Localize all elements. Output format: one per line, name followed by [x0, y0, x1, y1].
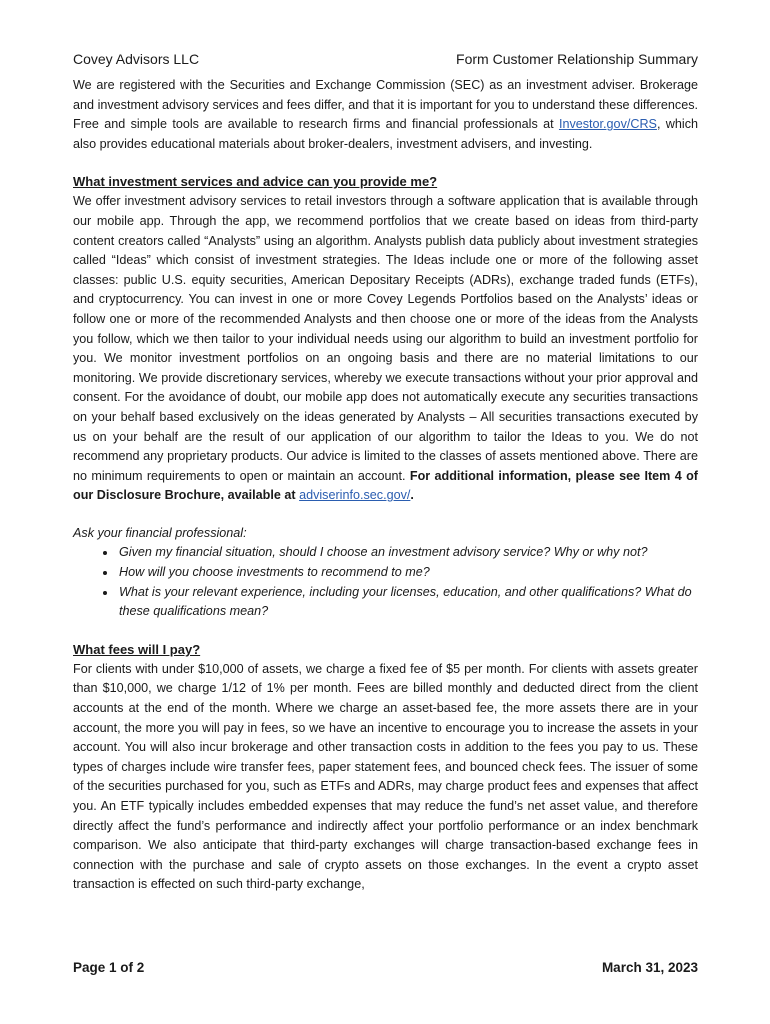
- question-item: • Given my financial situation, should I choose an investment advisory service? Why or why not?: [117, 543, 698, 563]
- services-heading: What investment services and advice can you provide me?: [73, 174, 438, 190]
- question-list: [73, 543, 698, 621]
- services-bold-text: For additional information, please see Item 4 of our Disclosure Brochure, available at: [73, 468, 698, 503]
- form-title: Form Customer Relationship Summary: [456, 51, 698, 67]
- intro-text-1: We are registered with the Securities and Exchange Commission (SEC) as an investment adviser. Brokerage and investment advisory services and fees differ, and that it is important for you to understand these differences. Free and simple tools are available to research firms and financial professionals at: [73, 78, 698, 132]
- adviserinfo-link[interactable]: adviserinfo.sec.gov/: [299, 488, 411, 503]
- ask-label: Ask your financial professional:: [73, 525, 247, 540]
- page-footer: [73, 960, 698, 975]
- document-page: [73, 48, 698, 895]
- intro-paragraph: [73, 76, 698, 154]
- services-bold-end: .: [410, 488, 414, 503]
- services-paragraph: [73, 192, 698, 506]
- intro-text-2: , which also provides educational materials about broker-dealers, investment advisers, and investing.: [73, 117, 698, 151]
- question-item: • What is your relevant experience, including your licenses, education, and other qualifications? What do these qualifications mean?: [117, 583, 698, 622]
- firm-name: Covey Advisors LLC: [73, 51, 200, 67]
- page-number: Page 1 of 2: [73, 960, 145, 975]
- document-date: March 31, 2023: [601, 960, 698, 975]
- fees-heading: What fees will I pay?: [73, 641, 201, 657]
- page-header: [73, 48, 698, 70]
- question-item: • How will you choose investments to recommend to me?: [117, 563, 698, 583]
- services-body: We offer investment advisory services to retail investors through a software application that is available through our mobile app. Through the app, we recommend portfolios that we create based on ideas from third-party content creators called “Analysts” using an algorithm. Analysts publish data publicly about investment strategies called “Ideas” which consist of investment strategies. The Ideas include one or more of the following asset classes: public U.S. equity securities, American Depositary Receipts (ADRs), exchange traded funds (ETFs), and cryptocurrency. You can invest in one or more Covey Legends Portfolios based on the Analysts’ ideas or follow one or more of the recommended Analysts and then choose one or more of the ideas from the Analysts you follow, which we then tailor to your individual needs using our algorithm to build an investment portfolio for you. We monitor investment portfolios on an ongoing basis and there are no material limitations to our monitoring. We provide discretionary services, whereby we execute transactions without your prior approval and consent. For the avoidance of doubt, our mobile app does not automatically execute any securities transactions on your behalf based exclusively on the ideas generated by Analysts – All securities transactions executed by us on your behalf are the result of our application of our algorithm to tailor the Ideas to you. We do not recommend any proprietary products. Our advice is limited to the classes of assets mentioned above. There are no minimum requirements to open or maintain an account.: [73, 194, 698, 483]
- fees-paragraph: For clients with under $10,000 of assets, we charge a fixed fee of $5 per month. For clients with assets greater than $10,000, we charge 1/12 of 1% per month. Fees are billed monthly and deducted direct from the client accounts at the end of the month. Where we charge an asset-based fee, the more assets there are in your account, the more you will pay in fees, so we have an incentive to encourage you to increase the assets in your account. You will also incur brokerage and other transaction costs in addition to the fees you pay to us. These types of charges include wire transfer fees, paper statement fees, and bounced check fees. The issuer of some of the securities purchased for you, such as ETFs and ADRs, may charge product fees and expenses that affect you. An ETF typically includes embedded expenses that may reduce the fund’s net asset value, and therefore directly affect the fund’s performance and indirectly affect your portfolio performance or an index benchmark comparison. We also anticipate that third-party exchanges will charge transaction-based exchange fees in connection with the purchase and sale of crypto assets on those exchanges. In the event a crypto asset transaction is effected on such third-party exchange,: [73, 661, 698, 892]
- investor-gov-link[interactable]: Investor.gov/CRS: [558, 117, 657, 132]
